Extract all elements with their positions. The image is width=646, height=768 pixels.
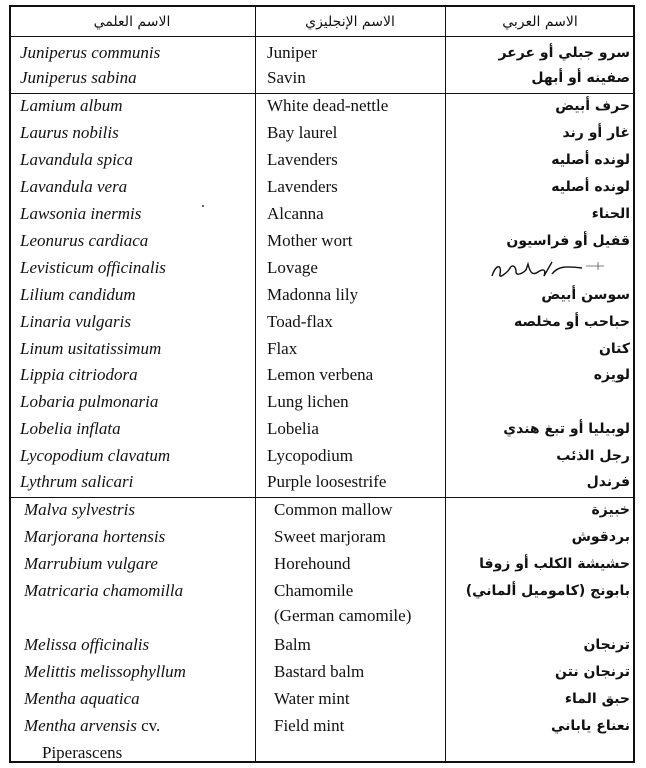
table-row <box>0 336 646 362</box>
arabic-name: حرف أبيض <box>555 98 630 114</box>
arabic-name: لونده أصليه <box>551 152 630 168</box>
arabic-name: غار أو رند <box>562 125 630 141</box>
arabic-name: نعناع ياباني <box>550 718 630 734</box>
table-row <box>0 469 646 495</box>
table-row <box>0 228 646 254</box>
english-name: Lobelia <box>267 419 319 438</box>
scientific-name: Melissa officinalis <box>24 635 150 654</box>
table-row <box>0 497 646 523</box>
arabic-name: سرو جبلي أو عرعر <box>498 45 630 61</box>
arabic-name: رجل الذئب <box>556 448 630 464</box>
arabic-name: بابونج (كاموميل ألماني) <box>465 583 630 599</box>
scientific-name: Linum usitatissimum <box>20 339 162 358</box>
table-row <box>0 65 646 91</box>
scientific-name: Levisticum officinalis <box>20 258 166 277</box>
table-row <box>0 686 646 712</box>
scientific-name-text: Mentha arvensis <box>24 716 137 735</box>
scientific-name: Marjorana hortensis <box>24 527 166 546</box>
scientific-name: Lavandula spica <box>20 150 133 169</box>
table-row <box>0 632 646 658</box>
english-name: Lemon verbena <box>267 365 374 384</box>
scientific-name: Laurus nobilis <box>20 123 119 142</box>
table-row <box>0 443 646 469</box>
header-arabic-name: الاسم العربي <box>502 14 578 30</box>
table-row <box>0 93 646 119</box>
scientific-name: Malva sylvestris <box>24 500 135 519</box>
arabic-name: بردقوش <box>571 529 630 545</box>
table-row <box>0 659 646 685</box>
english-name: Lung lichen <box>267 392 349 411</box>
table-row <box>0 147 646 173</box>
scientific-name: Leonurus cardiaca <box>20 231 149 250</box>
scientific-name: Lobelia inflata <box>20 419 121 438</box>
scientific-name: Lavandula vera <box>20 177 128 196</box>
english-name-continuation: (German camomile) <box>274 606 412 625</box>
scientific-name: Matricaria chamomilla <box>24 581 184 600</box>
table-row <box>0 524 646 550</box>
arabic-name: الحناء <box>591 206 630 222</box>
english-name: Toad-flax <box>267 312 333 331</box>
scientific-name: Lamium album <box>20 96 123 115</box>
english-name: Juniper <box>267 43 318 62</box>
scientific-name <box>24 713 160 739</box>
english-name: Bay laurel <box>267 123 338 142</box>
arabic-name: صفينه أو أبهل <box>531 70 630 86</box>
scientific-name: Melittis melissophyllum <box>24 662 186 681</box>
arabic-name: لونده أصليه <box>551 179 630 195</box>
table-row <box>0 578 646 604</box>
arabic-name: حبق الماء <box>564 691 630 707</box>
scientific-name-continuation: Piperascens <box>42 743 123 762</box>
scientific-name: Lippia citriodora <box>20 365 138 384</box>
scientific-name: Lythrum salicari <box>20 472 134 491</box>
arabic-name: حشيشة الكلب أو زوفا <box>479 556 630 572</box>
scientific-name: Juniperus communis <box>20 43 161 62</box>
arabic-name: كتان <box>598 341 630 357</box>
english-name: Lavenders <box>267 177 338 196</box>
table-row <box>0 174 646 200</box>
header-scientific-name: الاسم العلمي <box>93 14 171 30</box>
table-row <box>0 551 646 577</box>
scientific-name: Lawsonia inermis <box>20 204 142 223</box>
english-name: Lavenders <box>267 150 338 169</box>
arabic-name: سوسن أبيض <box>541 287 630 303</box>
table-row <box>0 416 646 442</box>
english-name: Savin <box>267 68 306 87</box>
arabic-name: قفيل أو فراسيون <box>506 233 630 249</box>
header-rule <box>9 36 635 37</box>
arabic-name: خبيزة <box>591 502 630 518</box>
table-row <box>0 120 646 146</box>
table-row <box>0 40 646 66</box>
english-name: Lycopodium <box>267 446 353 465</box>
table-row <box>0 389 646 415</box>
english-name: Balm <box>274 635 311 654</box>
english-name: Field mint <box>274 716 345 735</box>
arabic-name: حباحب أو مخلصه <box>514 314 630 330</box>
arabic-name: لوبيليا أو تبغ هندي <box>503 421 630 437</box>
scientific-name: Marrubium vulgare <box>24 554 158 573</box>
english-name: Common mallow <box>274 500 393 519</box>
english-name: Mother wort <box>267 231 353 250</box>
scientific-name: Mentha aquatica <box>24 689 140 708</box>
english-name: Sweet marjoram <box>274 527 386 546</box>
english-name: Purple loosestrife <box>267 472 387 491</box>
table-row <box>0 309 646 335</box>
scientific-name: Lobaria pulmonaria <box>20 392 159 411</box>
scientific-name: Lilium candidum <box>20 285 136 304</box>
table-row <box>0 713 646 739</box>
table-row <box>0 282 646 308</box>
english-name: Chamomile <box>274 581 354 600</box>
table-row <box>0 201 646 227</box>
english-name: Lovage <box>267 258 318 277</box>
scientific-name: Juniperus sabina <box>20 68 137 87</box>
stray-mark <box>202 205 204 207</box>
handwritten-signature <box>486 256 606 282</box>
header-english-name: الاسم الإنجليزي <box>305 14 395 30</box>
english-name: White dead-nettle <box>267 96 389 115</box>
english-name: Bastard balm <box>274 662 365 681</box>
scientific-name: Lycopodium clavatum <box>20 446 171 465</box>
cultivar-marker: cv. <box>141 716 161 735</box>
english-name: Flax <box>267 339 298 358</box>
english-name: Madonna lily <box>267 285 359 304</box>
arabic-name: لويزه <box>593 367 630 383</box>
table-row <box>0 362 646 388</box>
scientific-name: Linaria vulgaris <box>20 312 131 331</box>
english-name: Water mint <box>274 689 350 708</box>
arabic-name: ترنجان نتن <box>555 664 630 680</box>
arabic-name: ترنجان <box>583 637 630 653</box>
english-name: Horehound <box>274 554 351 573</box>
arabic-name: فرندل <box>586 474 630 490</box>
english-name: Alcanna <box>267 204 324 223</box>
